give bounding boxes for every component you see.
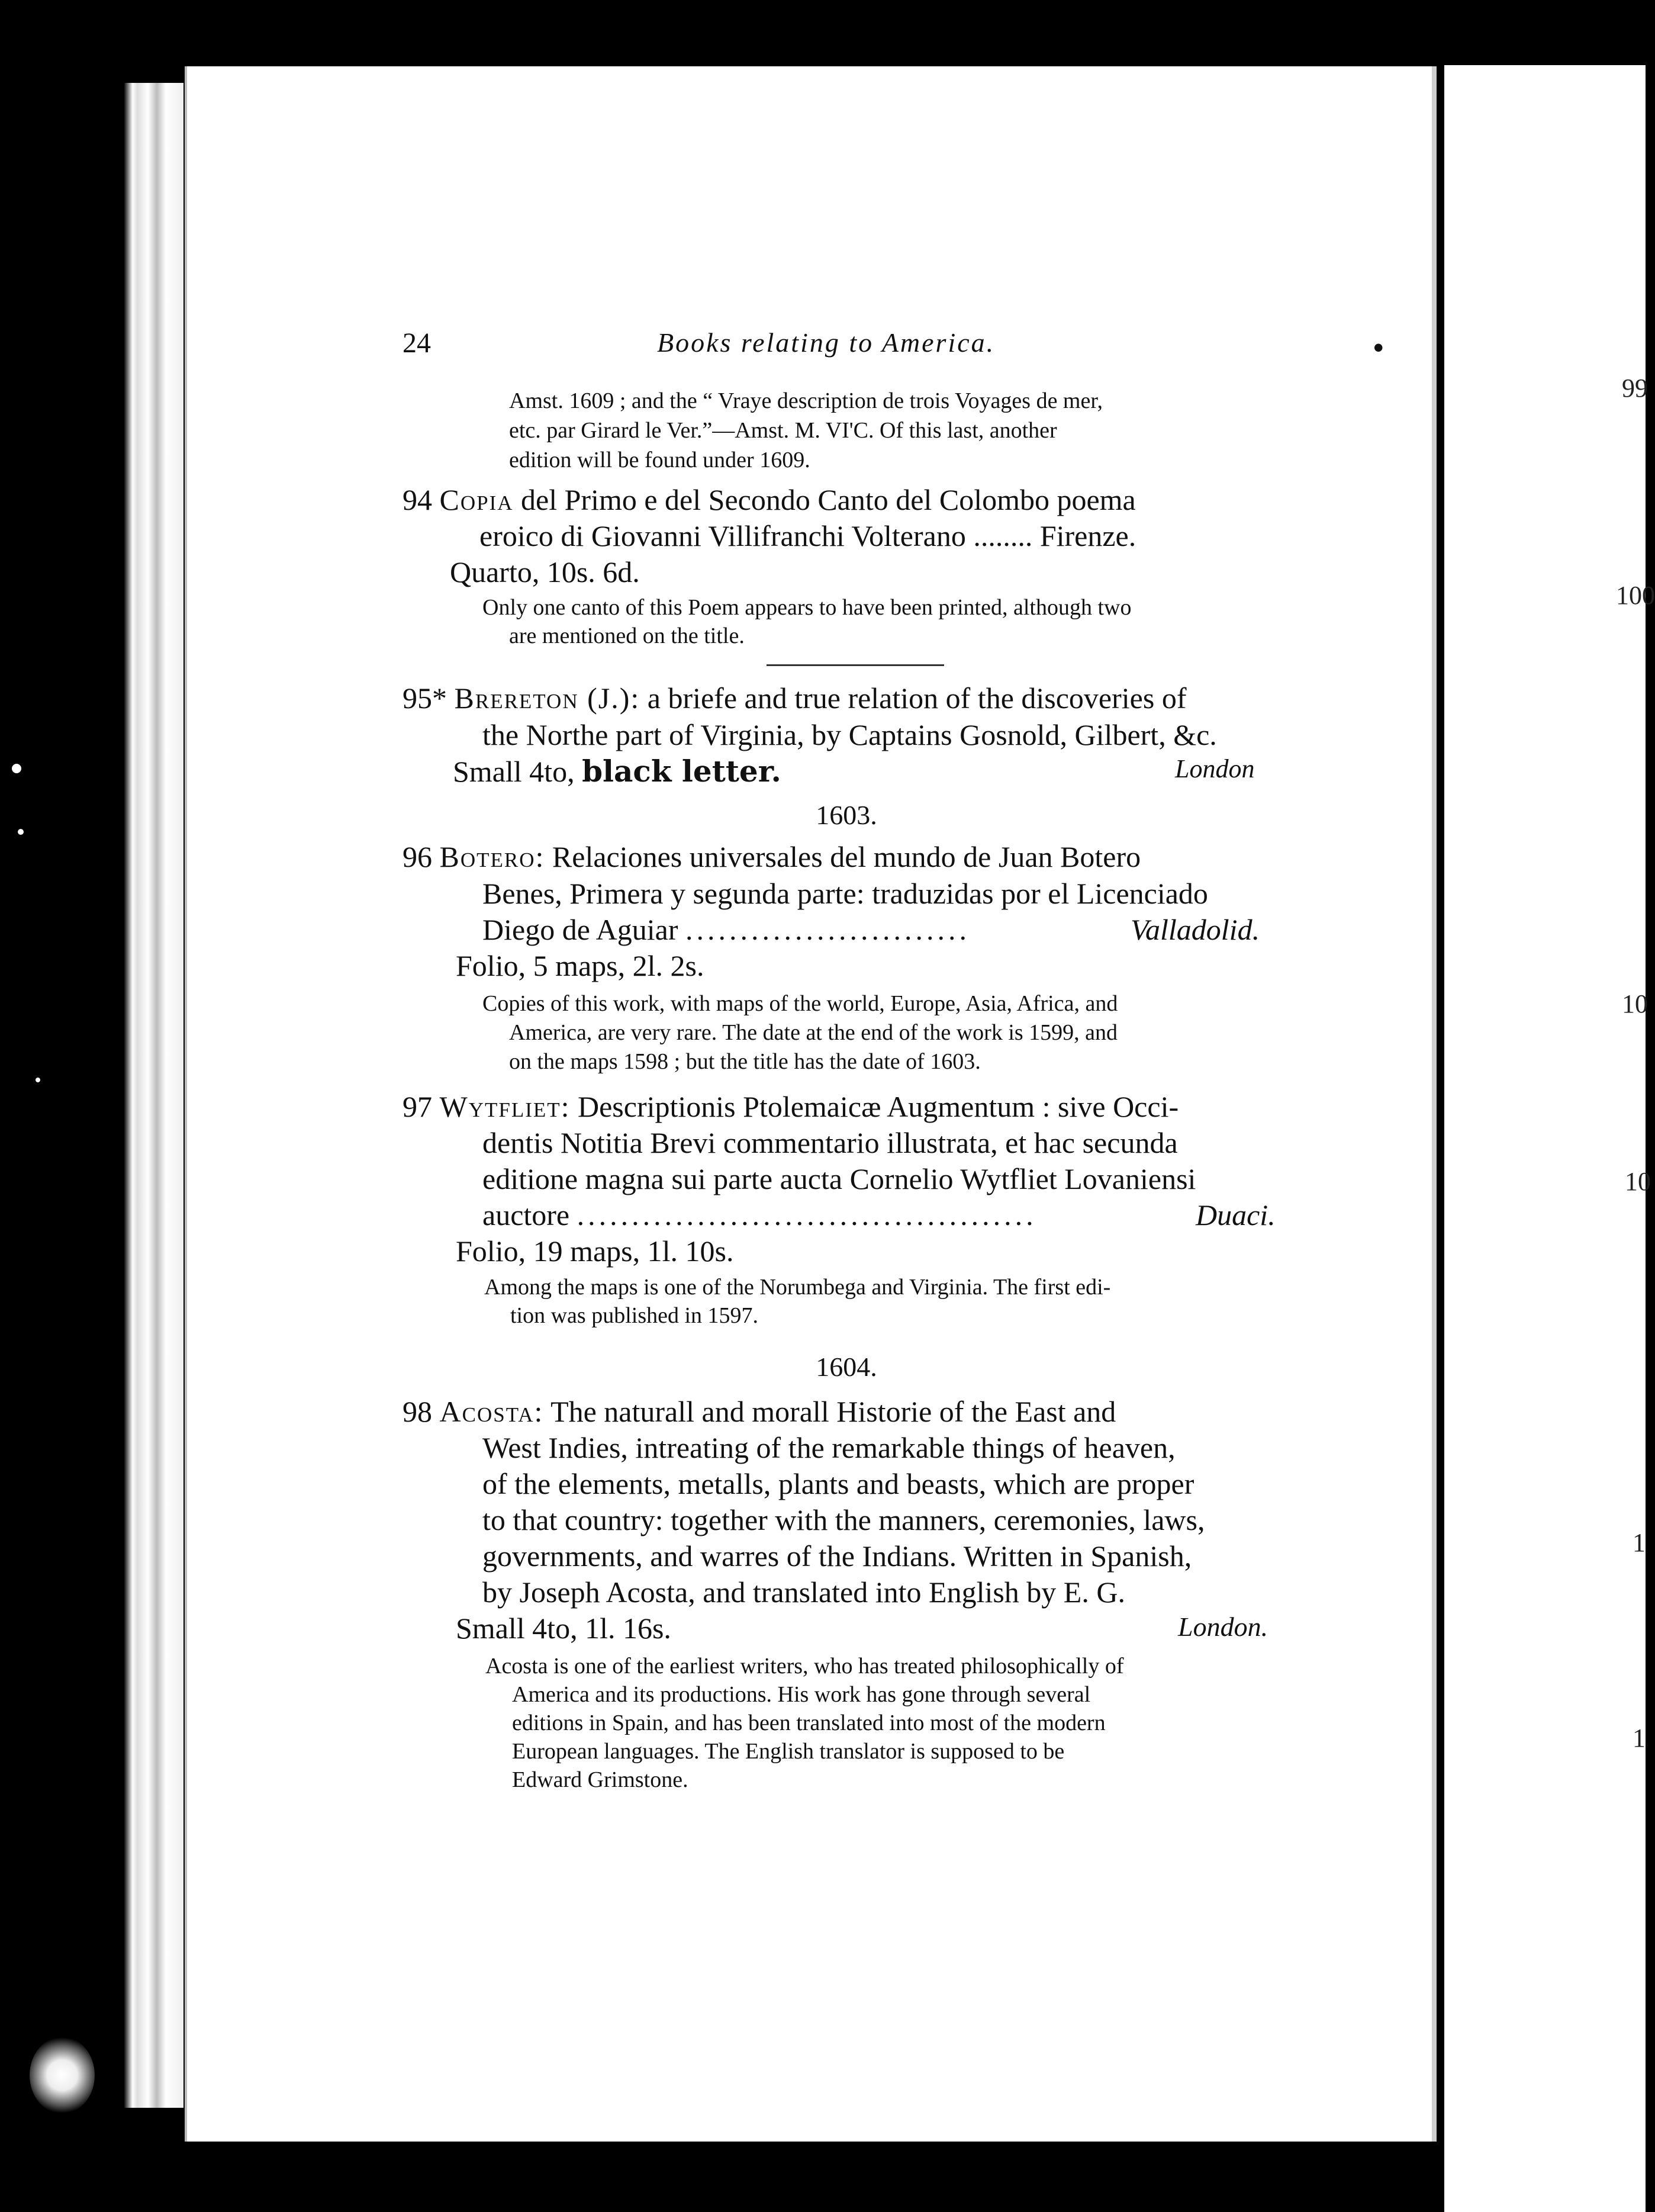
entry-author: Copia	[439, 483, 514, 516]
entry-format: Folio, 19 maps, 1l. 10s.	[456, 1234, 734, 1268]
facing-page-number: 10	[1622, 989, 1648, 1018]
note-line: editions in Spain, and has been translated into most of the modern	[512, 1711, 1106, 1735]
entry-title-line: del Primo e del Secondo Canto del Colombo poema	[521, 483, 1136, 516]
entry-place: Duaci.	[1196, 1198, 1276, 1232]
facing-page-number: 99	[1622, 374, 1648, 403]
entry-number: 98	[403, 1395, 432, 1428]
note-line: European languages. The English translator is supposed to be	[512, 1739, 1065, 1764]
entry-format: Quarto, 10s. 6d.	[450, 555, 640, 589]
entry-place: London.	[1178, 1612, 1268, 1642]
entry-format: Small 4to, black letter.	[453, 754, 781, 789]
entry-title-line: dentis Notitia Brevi commentario illustrata, et hac secunda	[482, 1126, 1178, 1159]
year-heading: 1604.	[816, 1352, 877, 1382]
note-line: America, are very rare. The date at the end of the work is 1599, and	[509, 1020, 1118, 1045]
note-line: are mentioned on the title.	[509, 623, 745, 648]
entry-format: Folio, 5 maps, 2l. 2s.	[456, 949, 704, 982]
note-line: Only one canto of this Poem appears to have been printed, although two	[482, 595, 1132, 620]
header-mark: •	[1373, 331, 1384, 364]
entry-title-line: by Joseph Acosta, and translated into English by E. G.	[482, 1576, 1125, 1609]
page-header	[403, 327, 1384, 364]
entry-title-line: Descriptionis Ptolemaicæ Augmentum : sive Occi-	[578, 1090, 1179, 1123]
entry-title-line: eroico di Giovanni Villifranchi Volterano ........ Firenze.	[479, 519, 1136, 552]
facing-page-number: 1	[1633, 1724, 1646, 1753]
black-letter-label: black letter.	[582, 754, 781, 789]
entry-number: 95*	[403, 681, 447, 715]
speck	[12, 764, 21, 773]
entry-title-line: the Northe part of Virginia, by Captains Gosnold, Gilbert, &c.	[482, 718, 1217, 751]
entry-format: Small 4to, 1l. 16s.	[456, 1612, 671, 1645]
paper-stain	[30, 2037, 95, 2114]
entry-title-line: governments, and warres of the Indians. Written in Spanish,	[482, 1539, 1192, 1573]
entry-place: London	[1175, 754, 1255, 783]
year-heading: 1603.	[816, 800, 877, 830]
note-line: etc. par Girard le Ver.”—Amst. M. VI'C. Of this last, another	[509, 418, 1057, 443]
entry-number: 96	[403, 840, 432, 873]
note-line: edition will be found under 1609.	[509, 448, 810, 472]
entry-place: Valladolid.	[1131, 913, 1260, 946]
facing-page-number: 100	[1616, 581, 1655, 610]
entry-author: Wytfliet:	[439, 1090, 571, 1123]
entry-title-line: of the elements, metalls, plants and beasts, which are proper	[482, 1467, 1194, 1500]
entry-author: Botero:	[439, 840, 545, 873]
speck	[36, 1078, 40, 1082]
note-line: tion was published in 1597.	[510, 1303, 759, 1328]
entry-number: 94	[403, 483, 432, 516]
speck	[18, 829, 24, 835]
note-line: on the maps 1598 ; but the title has the date of 1603.	[509, 1049, 981, 1074]
entry-94	[403, 483, 1136, 517]
entry-title-line: auctore ..........................................	[482, 1198, 1037, 1232]
entry-author: Acosta:	[439, 1395, 544, 1428]
note-line: Among the maps is one of the Norumbega and Virginia. The first edi-	[484, 1275, 1111, 1300]
facing-page-strip	[1444, 65, 1655, 2212]
page-number: 24	[403, 327, 431, 359]
entry-title-line: to that country: together with the manners, ceremonies, laws,	[482, 1503, 1205, 1536]
note-line: Amst. 1609 ; and the “ Vraye description de trois Voyages de mer,	[509, 388, 1103, 413]
entry-title-line: Relaciones universales del mundo de Juan Botero	[552, 840, 1141, 873]
entry-number: 97	[403, 1090, 432, 1123]
entry-98	[403, 1394, 1116, 1429]
note-line: Acosta is one of the earliest writers, who has treated philosophically of	[485, 1654, 1124, 1679]
page-edge-left	[124, 83, 183, 2108]
dot-leader: ..........................................	[577, 1198, 1037, 1232]
entry-title-line: editione magna sui parte aucta Cornelio Wytfliet Lovaniensi	[482, 1162, 1196, 1195]
entry-title-line: Diego de Aguiar ..........................	[482, 913, 970, 946]
entry-96	[403, 840, 1141, 874]
facing-page-number: 1	[1633, 1528, 1646, 1557]
note-line: Copies of this work, with maps of the world, Europe, Asia, Africa, and	[482, 991, 1118, 1016]
entry-title-line: West Indies, intreating of the remarkable things of heaven,	[482, 1431, 1176, 1464]
entry-97	[403, 1089, 1179, 1124]
entry-title-line: a briefe and true relation of the discoveries of	[647, 681, 1187, 715]
running-title: Books relating to America.	[657, 327, 996, 358]
entry-95	[403, 681, 1186, 715]
section-rule	[767, 664, 944, 666]
note-line: America and its productions. His work has gone through several	[512, 1682, 1091, 1707]
note-line: Edward Grimstone.	[512, 1767, 688, 1792]
entry-title-line: Benes, Primera y segunda parte: traduzidas por el Licenciado	[482, 877, 1208, 910]
entry-author: Brereton (J.):	[454, 681, 640, 715]
entry-title-line: The naturall and morall Historie of the East and	[550, 1395, 1116, 1428]
dot-leader: ..........................	[685, 913, 970, 946]
facing-page-number: 10	[1625, 1167, 1651, 1196]
